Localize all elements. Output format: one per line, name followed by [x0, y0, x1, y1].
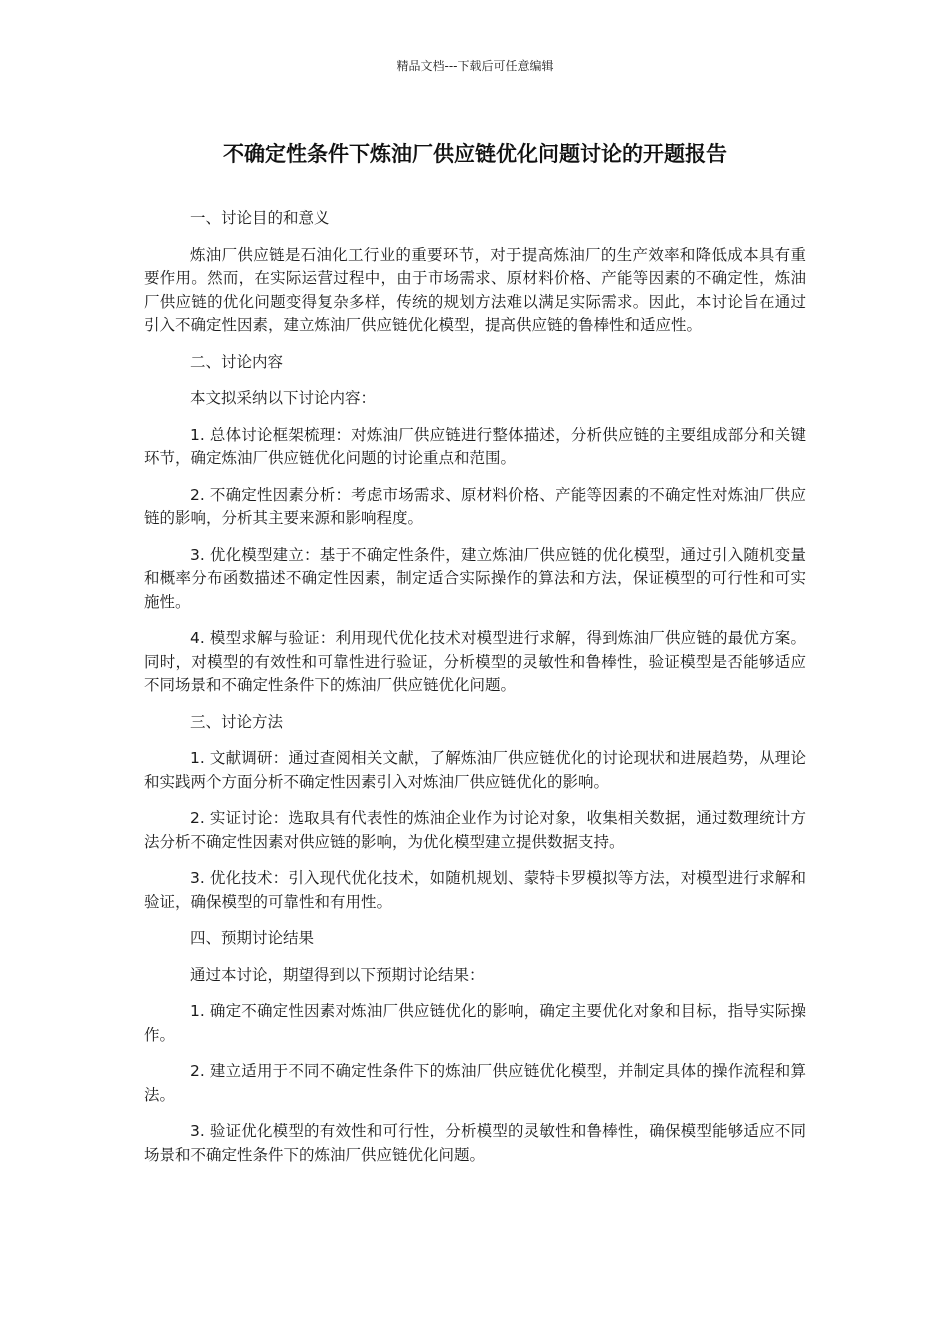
list-item: 4. 模型求解与验证：利用现代优化技术对模型进行求解，得到炼油厂供应链的最优方案。同时，对模型的有效性和可靠性进行验证，分析模型的灵敏性和鲁棒性，验证模型是否能够适应不同场景和不确定性条件下的炼油厂供应链优化问题。	[144, 629, 806, 694]
paragraph: 通过本讨论，期望得到以下预期讨论结果：	[190, 965, 485, 984]
section-heading: 三、讨论方法	[190, 712, 284, 731]
list-item: 1. 总体讨论框架梳理：对炼油厂供应链进行整体描述，分析供应链的主要组成部分和关键环节，确定炼油厂供应链优化问题的讨论重点和范围。	[144, 425, 806, 467]
document-body	[144, 207, 806, 1180]
header-note: 精品文档---下载后可任意编辑	[396, 59, 554, 73]
list-item: 3. 优化技术：引入现代优化技术，如随机规划、蒙特卡罗模拟等方法，对模型进行求解和验证，确保模型的可靠性和有用性。	[144, 869, 806, 911]
section-heading: 四、预期讨论结果	[190, 929, 315, 947]
document-title: 不确定性条件下炼油厂供应链优化问题讨论的开题报告	[223, 142, 727, 166]
list-item: 3. 验证优化模型的有效性和可行性，分析模型的灵敏性和鲁棒性，确保模型能够适应不同场景和不确定性条件下的炼油厂供应链优化问题。	[144, 1122, 806, 1164]
section-heading: 二、讨论内容	[190, 352, 284, 371]
list-item: 3. 优化模型建立：基于不确定性条件，建立炼油厂供应链的优化模型，通过引入随机变量和概率分布函数描述不确定性因素，制定适合实际操作的算法和方法，保证模型的可行性和可实施性。	[144, 545, 806, 611]
list-item: 2. 建立适用于不同不确定性条件下的炼油厂供应链优化模型，并制定具体的操作流程和算法。	[144, 1062, 806, 1104]
paragraph: 本文拟采纳以下讨论内容：	[190, 389, 377, 407]
list-item: 2. 不确定性因素分析：考虑市场需求、原材料价格、产能等因素的不确定性对炼油厂供应链的影响，分析其主要来源和影响程度。	[144, 485, 806, 527]
list-item: 1. 确定不确定性因素对炼油厂供应链优化的影响，确定主要优化对象和目标，指导实际操作。	[144, 1002, 806, 1044]
list-item: 2. 实证讨论：选取具有代表性的炼油企业作为讨论对象，收集相关数据，通过数理统计方法分析不确定性因素对供应链的影响，为优化模型建立提供数据支持。	[144, 809, 806, 851]
section-heading: 一、讨论目的和意义	[190, 209, 330, 227]
list-item: 1. 文献调研：通过查阅相关文献，了解炼油厂供应链优化的讨论现状和进展趋势，从理论和实践两个方面分析不确定性因素引入对炼油厂供应链优化的影响。	[144, 749, 806, 791]
paragraph: 炼油厂供应链是石油化工行业的重要环节，对于提高炼油厂的生产效率和降低成本具有重要作用。然而，在实际运营过程中，由于市场需求、原材料价格、产能等因素的不确定性，炼油厂供应链的优化问题变得复杂多样，传统的规划方法难以满足实际需求。因此，本讨论旨在通过引入不确定性因素，建立炼油厂供应链优化模型，提高供应链的鲁棒性和适应性。	[144, 245, 806, 334]
